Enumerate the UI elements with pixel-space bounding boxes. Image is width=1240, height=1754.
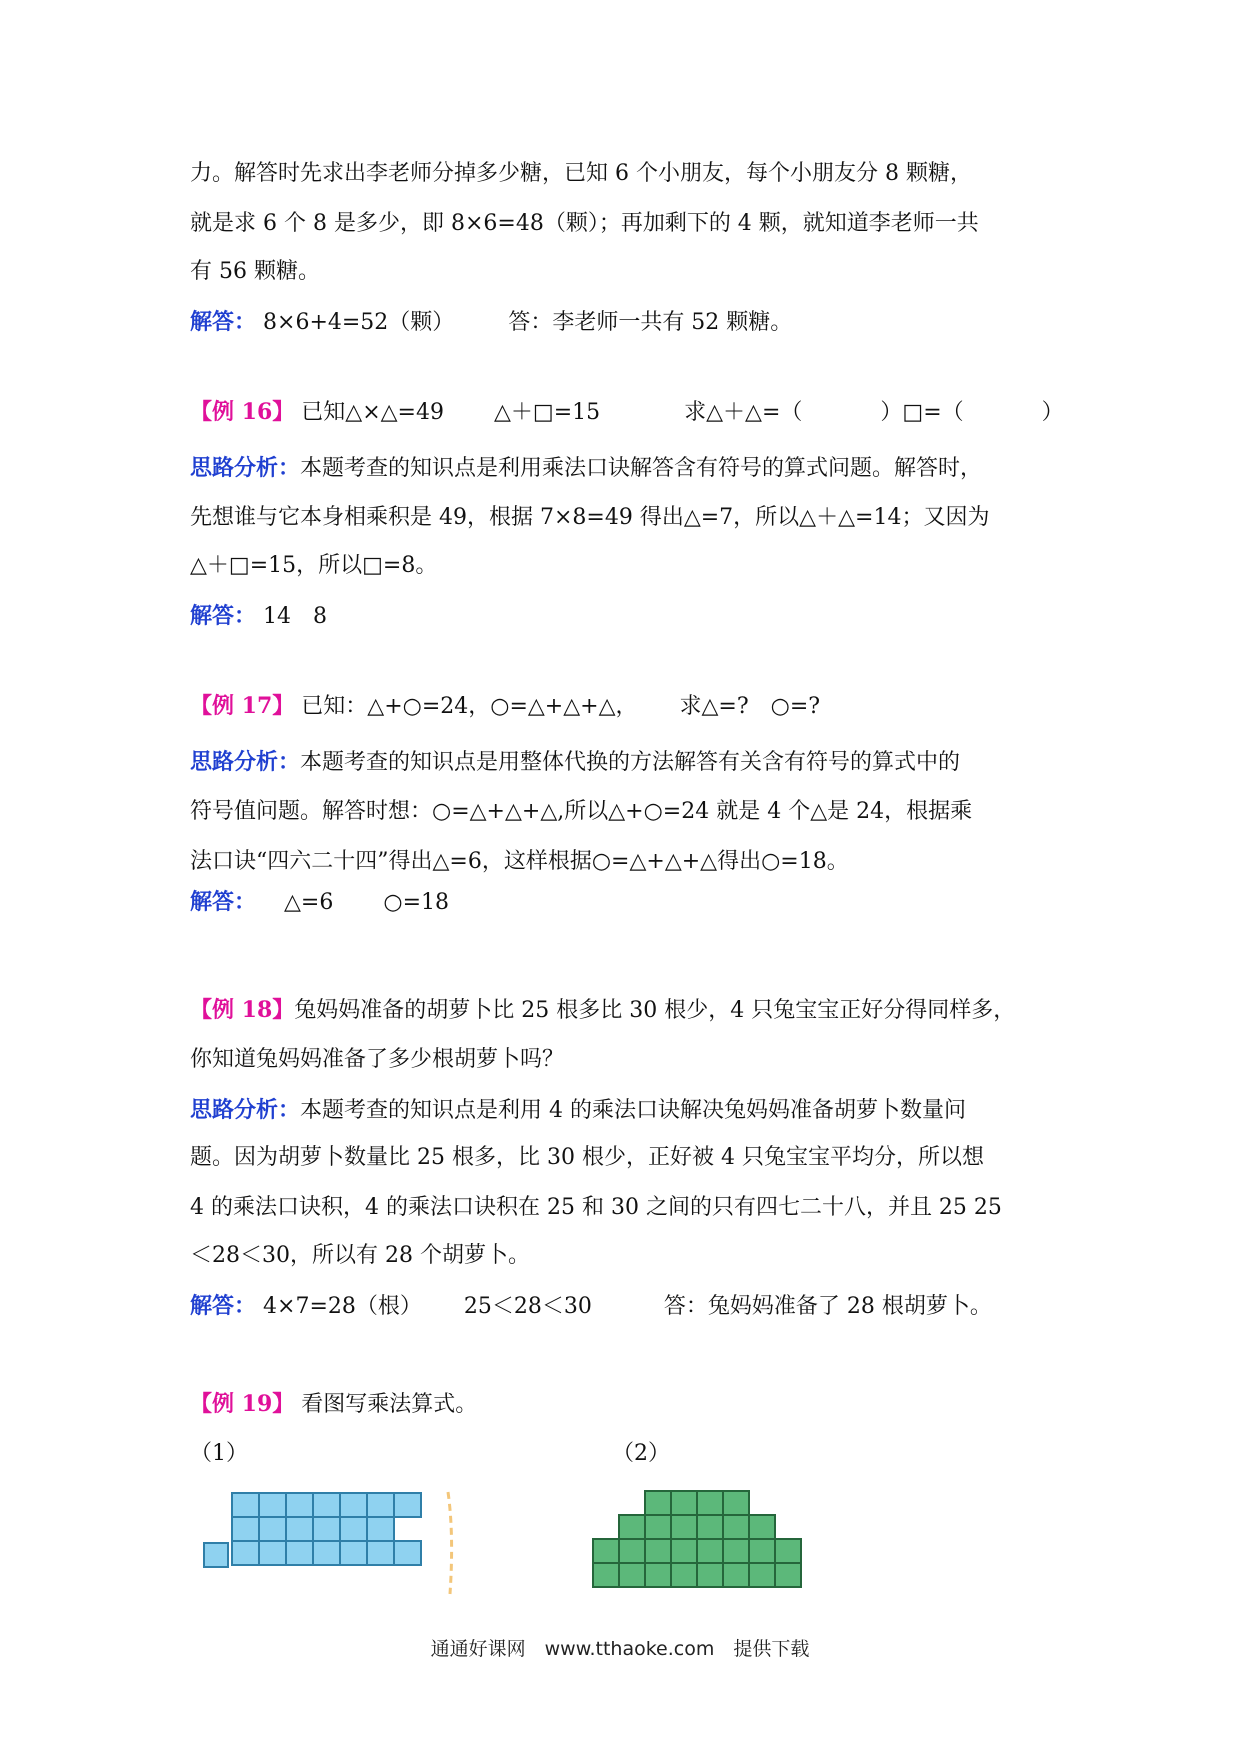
grid-square	[697, 1539, 723, 1563]
answer-text: 答：李老师一共有 52 颗糖。	[508, 310, 793, 335]
intro-line-2: 就是求 6 个 8 是多少，即 8×6=48（颗）；再加剩下的 4 颗，就知道李老师一共	[190, 211, 979, 236]
ex16-analysis-2: 先想谁与它本身相乘积是 49，根据 7×8=49 得出△=7，所以△＋△=14；又因为	[190, 505, 990, 530]
ex17-answer-line	[190, 886, 1070, 919]
grid-square	[645, 1515, 671, 1539]
grid-square	[619, 1563, 645, 1587]
grid-square	[775, 1539, 801, 1563]
example-tag: 【例 17】	[190, 693, 295, 719]
ex19-q1: 看图写乘法算式。	[301, 1392, 478, 1417]
ex18-answer-text: 答：兔妈妈准备了 28 根胡萝卜。	[663, 1294, 992, 1319]
grid-square	[749, 1563, 775, 1587]
grid-square	[645, 1491, 671, 1515]
grid-square	[367, 1541, 394, 1565]
ex16-analysis-1	[190, 452, 1070, 485]
example-tag: 【例 16】	[190, 399, 295, 425]
grid-square	[259, 1541, 286, 1565]
ex18-analysis-2: 题。因为胡萝卜数量比 25 根多，比 30 根少，正好被 4 只兔宝宝平均分，所以想	[190, 1145, 984, 1170]
ex18-answer-compare: 25＜28＜30	[463, 1294, 592, 1319]
grid-square	[286, 1517, 313, 1541]
grid-square	[286, 1541, 313, 1565]
grid-square	[232, 1493, 259, 1517]
grid-square	[313, 1517, 340, 1541]
ex18-question-1	[190, 994, 1070, 1027]
ex16-q1: 已知△×△=49	[301, 400, 444, 425]
grid-square	[697, 1563, 723, 1587]
grid-square	[394, 1541, 421, 1565]
figure-2-green-grid	[590, 1488, 820, 1590]
grid-square	[697, 1491, 723, 1515]
ex16-q2: △＋□=15	[493, 400, 601, 425]
figure-1-label: （1）	[190, 1441, 248, 1466]
ex16-analysis-3: △＋□=15，所以□=8。	[190, 553, 438, 578]
analysis-label: 思路分析：	[190, 1097, 301, 1123]
ex18-answer-expr: 4×7=28（根）	[263, 1294, 422, 1319]
grid-square	[671, 1491, 697, 1515]
torn-edge-mark	[448, 1492, 452, 1594]
grid-square	[619, 1515, 645, 1539]
analysis-text: 本题考查的知识点是利用乘法口诀解答含有符号的算式问题。解答时，	[300, 456, 983, 481]
analysis-text: 本题考查的知识点是用整体代换的方法解答有关含有符号的算式中的	[300, 750, 961, 775]
ex17-q1: 已知：△+○=24，○=△+△+△，	[301, 694, 638, 719]
grid-square	[723, 1539, 749, 1563]
analysis-text: 本题考查的知识点是利用 4 的乘法口诀解决兔妈妈准备胡萝卜数量问	[300, 1098, 967, 1123]
answer-expression: 8×6+4=52（颗）	[263, 310, 455, 335]
ex17-answer-1: △=6	[284, 890, 334, 915]
figure-2-label: （2）	[612, 1441, 670, 1466]
grid-square	[671, 1563, 697, 1587]
ex18-analysis-3: 4 的乘法口诀积，4 的乘法口诀积在 25 和 30 之间的只有四七二十八，并且 25 25	[190, 1195, 1002, 1220]
ex16-answer: 14 8	[263, 604, 328, 629]
ex18-question-2: 你知道兔妈妈准备了多少根胡萝卜吗？	[190, 1047, 565, 1072]
grid-square	[775, 1563, 801, 1587]
grid-square	[723, 1563, 749, 1587]
ex17-q2: 求△=? ○=?	[679, 694, 821, 719]
grid-square	[259, 1493, 286, 1517]
grid-square	[232, 1517, 259, 1541]
example-tag: 【例 19】	[190, 1391, 295, 1417]
ex16-q3: 求△＋△=（	[684, 400, 803, 425]
grid-square	[671, 1539, 697, 1563]
grid-square	[340, 1517, 367, 1541]
ex19-question	[190, 1388, 1070, 1421]
ex17-answer-2: ○=18	[383, 890, 449, 915]
grid-square	[286, 1493, 313, 1517]
answer-label: 解答：	[190, 309, 257, 335]
grid-square	[671, 1515, 697, 1539]
analysis-label: 思路分析：	[190, 749, 301, 775]
grid-square	[232, 1541, 259, 1565]
example-tag: 【例 18】	[190, 997, 295, 1023]
ex18-analysis-4: ＜28＜30，所以有 28 个胡萝卜。	[190, 1243, 530, 1268]
ex17-analysis-1	[190, 746, 1070, 779]
grid-square	[340, 1493, 367, 1517]
grid-square	[394, 1493, 421, 1517]
ex16-q5: ）	[1041, 400, 1064, 425]
analysis-label: 思路分析：	[190, 455, 301, 481]
grid-square	[723, 1491, 749, 1515]
ex16-q4: ）□=（	[880, 400, 964, 425]
ex18-analysis-1	[190, 1094, 1070, 1127]
ex17-analysis-3: 法口诀“四六二十四”得出△=6，这样根据○=△+△+△得出○=18。	[190, 849, 849, 874]
grid-square	[259, 1517, 286, 1541]
ex16-answer-line	[190, 600, 1070, 633]
grid-square	[340, 1541, 367, 1565]
grid-square	[619, 1539, 645, 1563]
grid-square	[749, 1539, 775, 1563]
answer-label: 解答：	[190, 1293, 257, 1319]
grid-square	[645, 1539, 671, 1563]
intro-line-3: 有 56 颗糖。	[190, 259, 320, 284]
grid-square	[593, 1539, 619, 1563]
figure-1-blue-grid	[200, 1490, 470, 1600]
ex18-answer-line	[190, 1290, 1070, 1323]
ex16-question	[190, 396, 1070, 429]
page-footer: 通通好课网 www.tthaoke.com 提供下载	[430, 1638, 810, 1660]
grid-square	[645, 1563, 671, 1587]
grid-square	[749, 1515, 775, 1539]
intro-answer-line	[190, 306, 1070, 339]
answer-label: 解答：	[190, 603, 257, 629]
grid-square	[723, 1515, 749, 1539]
ex17-analysis-2: 符号值问题。解答时想：○=△+△+△,所以△+○=24 就是 4 个△是 24，根据乘	[190, 799, 973, 824]
grid-square	[367, 1517, 394, 1541]
grid-square	[204, 1543, 228, 1567]
grid-square	[313, 1493, 340, 1517]
ex17-question	[190, 690, 1070, 723]
grid-square	[367, 1493, 394, 1517]
answer-label: 解答：	[190, 889, 257, 915]
ex18-q1: 兔妈妈准备的胡萝卜比 25 根多比 30 根少，4 只兔宝宝正好分得同样多，	[294, 998, 1016, 1023]
grid-square	[593, 1563, 619, 1587]
grid-square	[313, 1541, 340, 1565]
grid-square	[697, 1515, 723, 1539]
intro-line-1: 力。解答时先求出李老师分掉多少糖，已知 6 个小朋友，每个小朋友分 8 颗糖，	[190, 161, 972, 186]
